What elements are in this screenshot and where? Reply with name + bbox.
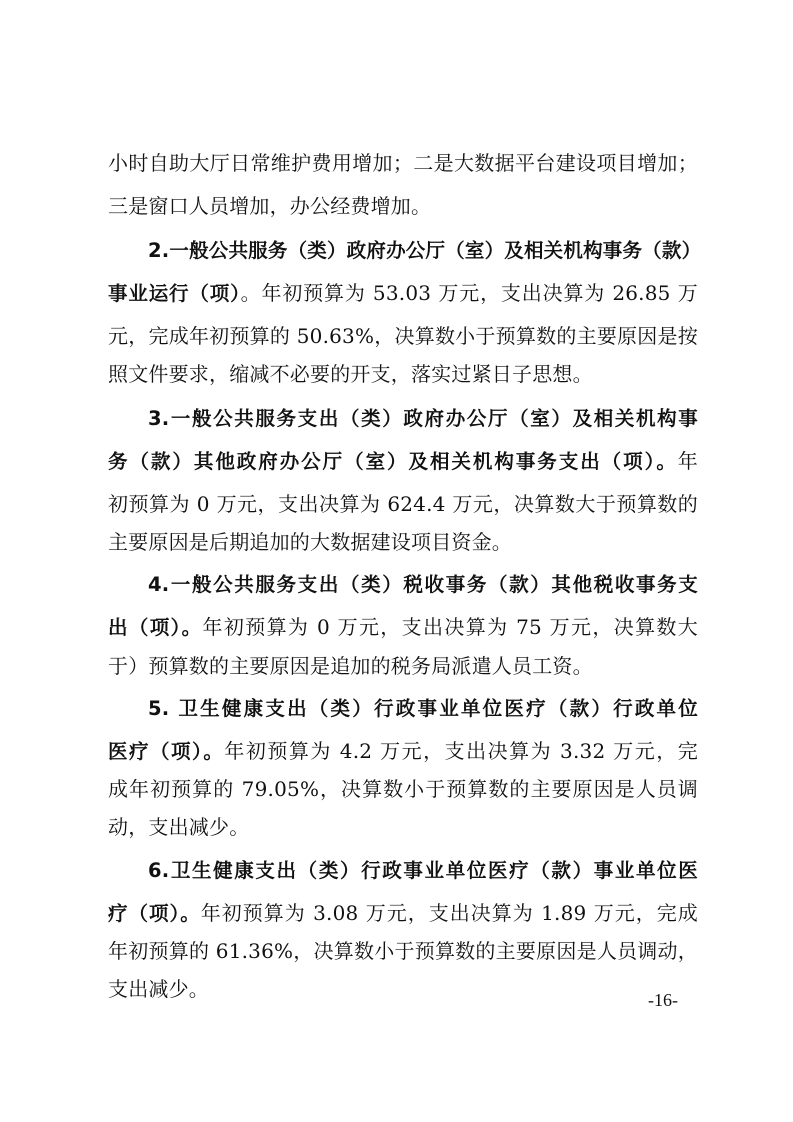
bold-heading-text: 5. 卫生健康支出（类）行政事业单位医疗（款）行政单位: [148, 697, 698, 720]
paragraph-2-line-4: [108, 356, 698, 392]
paragraph-5-line-3: [108, 771, 698, 807]
paragraph-1-line-1: [108, 145, 698, 181]
paragraph-3-line-1: [148, 400, 698, 436]
paragraph-4-line-2: [108, 609, 698, 645]
bold-heading-text: 出（项）。: [108, 616, 203, 639]
body-text-segment: 于）预算数的主要原因是追加的税务局派遣人员工资。: [108, 654, 593, 678]
bold-heading-text: 2.一般公共服务（类）政府办公厅（室）及相关机构事务（款）: [148, 239, 702, 262]
body-text-segment: 主要原因是后期追加的大数据建设项目资金。: [108, 530, 512, 554]
body-text-segment: 支出减少。: [108, 977, 209, 1001]
body-text-segment: 成年初预算的 79.05%，决算数小于预算数的主要原因是人员调: [108, 777, 698, 801]
paragraph-3-line-2: [108, 443, 698, 479]
page-number: -16-: [648, 990, 678, 1010]
body-text-segment: 动，支出减少。: [108, 815, 250, 839]
body-text-segment: 年初预算为 0 万元，支出决算为 75 万元，决算数大: [202, 615, 698, 639]
paragraph-3-line-3: [108, 486, 698, 522]
paragraph-5-line-4: [108, 809, 698, 845]
paragraph-5-line-1: [148, 690, 698, 726]
paragraph-2-line-1: [148, 232, 702, 268]
body-text-segment: 年初预算为 4.2 万元，支出决算为 3.32 万元，完: [224, 739, 698, 763]
body-text-segment: 年: [677, 449, 698, 473]
bold-heading-text: 3.一般公共服务支出（类）政府办公厅（室）及相关机构事: [148, 407, 698, 430]
paragraph-6-line-2: [108, 895, 698, 931]
body-text-segment: 三是窗口人员增加，办公经费增加。: [108, 194, 432, 218]
bold-heading-text: 医疗（项）。: [108, 740, 225, 763]
bold-heading-text: 6.卫生健康支出（类）行政事业单位医疗（款）事业单位医: [148, 859, 698, 882]
paragraph-5-line-2: [108, 733, 698, 769]
bold-heading-text: 疗（项）。: [108, 902, 201, 925]
paragraph-2-line-2: [108, 275, 698, 311]
body-text-segment: 照文件要求，缩减不必要的开支，落实过紧日子思想。: [108, 362, 593, 386]
body-text-segment: 。年初预算为 53.03 万元，支出决算为 26.85 万: [240, 281, 698, 305]
body-text-segment: 年初预算的 61.36%，决算数小于预算数的主要原因是人员调动，: [108, 939, 698, 963]
paragraph-3-line-4: [108, 524, 698, 560]
paragraph-6-line-3: [108, 933, 698, 969]
paragraph-6-line-4: [108, 971, 698, 1007]
body-text-segment: 年初预算为 3.08 万元，支出决算为 1.89 万元，完成: [200, 901, 698, 925]
bold-heading-text: 4.一般公共服务支出（类）税收事务（款）其他税收事务支: [148, 573, 698, 596]
body-text-segment: 元，完成年初预算的 50.63%，决算数小于预算数的主要原因是按: [108, 324, 698, 348]
paragraph-1-line-2: [108, 188, 698, 224]
bold-heading-text: 务（款）其他政府办公厅（室）及相关机构事务支出（项）。: [108, 450, 678, 473]
bold-heading-text: 事业运行（项）: [108, 282, 241, 305]
paragraph-2-line-3: [108, 318, 698, 354]
body-text-segment: 初预算为 0 万元，支出决算为 624.4 万元，决算数大于预算数的: [108, 492, 698, 516]
paragraph-4-line-3: [108, 648, 698, 684]
paragraph-6-line-1: [148, 852, 698, 888]
body-text-segment: 小时自助大厅日常维护费用增加；二是大数据平台建设项目增加；: [108, 151, 698, 175]
paragraph-4-line-1: [148, 566, 698, 602]
